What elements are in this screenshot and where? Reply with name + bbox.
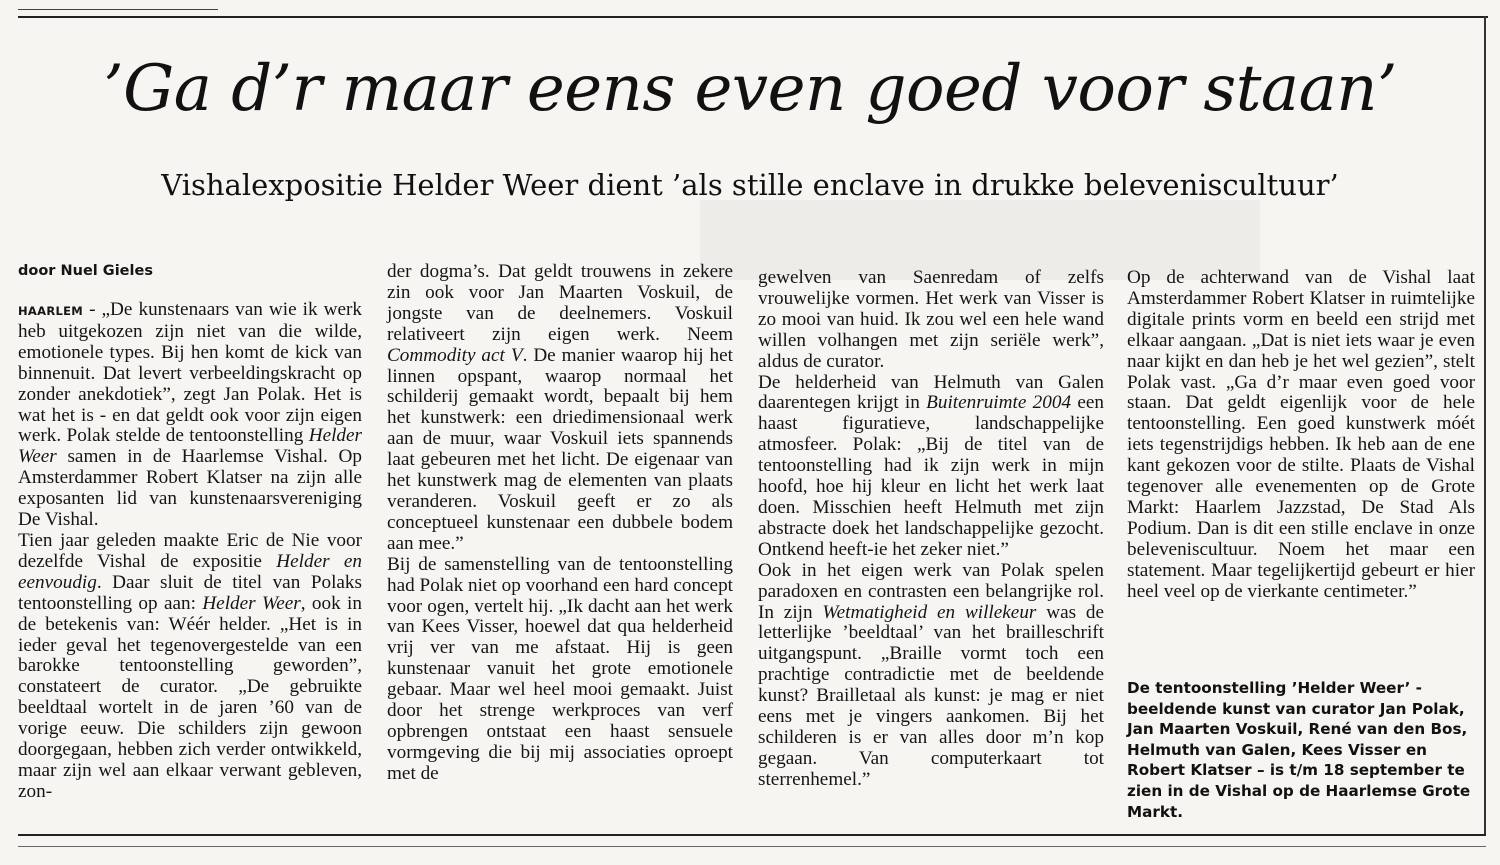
text-run: der dogma’s. Dat geldt trouwens in zekere zin ook voor Jan Maarten Voskuil, de jongste van de deelnemers. Voskuil relativeert zijn eigen werk. Neem <box>387 261 733 345</box>
subheadline: Vishalexpositie Helder Weer dient ’als stille enclave in drukke beleveniscultuur’ <box>161 168 1339 202</box>
top-rule <box>18 16 1488 18</box>
exhibition-info-box: De tentoonstelling ’Helder Weer’ - beeldende kunst van curator Jan Polak, Jan Maarten Voskuil, René van den Bos, Helmuth van Galen, Kees Visser en Robert Klatser – is t/m 18 september te zien in de Vishal op de Haarlemse Grote Markt. <box>1127 679 1471 821</box>
paragraph: gewelven van Saenredam of zelfs vrouwelijke vormen. Het werk van Visser is zo mooi van huid. Ik zou wel een hele wand willen volhangen met zijn seriële werk”, aldus de curator. <box>758 267 1104 372</box>
headline: ’Ga d’r maar eens even goed voor staan’ <box>103 52 1397 126</box>
text-run: . De manier waarop hij het linnen opspant, waarop normaal het schilderij gemaakt wordt, bepaalt bij hem het kunstwerk: een driedimensionaal werk aan de muur, waar Voskuil iets spannends laat gebeuren met het licht. De eigenaar van het kunstwerk mag de elementen van plaats veranderen. Voskuil geeft er zo als conceptueel kunstenaar een dubbele bodem aan mee.” <box>387 344 733 554</box>
byline: door Nuel Gieles <box>18 263 153 279</box>
text-run: Ook in het eigen werk van Polak spelen paradoxen en contrasten een belangrijke rol. In zijn <box>758 559 1104 623</box>
italic-title: Buitenruimte 2004 <box>926 392 1072 414</box>
paragraph <box>18 531 362 803</box>
text-run: was de letterlijke ’beeldtaal’ van het brailleschrift uitgangspunt. „Braille vormt toch een prachtige contradictie met de beeldende kunst? Brailletaal als kunst: je mag er niet eens met je vingers aankomen. Bij het schilderen is er van alles door m’n kop gegaan. Van computerkaart tot sterrenhemel.” <box>758 601 1104 790</box>
right-rule <box>1484 16 1486 836</box>
italic-title: Helder Weer <box>18 425 362 468</box>
text-run: samen in de Haarlemse Vishal. Op Amsterdammer Robert Klatser na zijn alle exposanten lid van kunstenaarsvereniging De Vishal. <box>18 446 362 531</box>
column-3 <box>758 268 1104 791</box>
paragraph: Op de achterwand van de Vishal laat Amsterdammer Robert Klatser in ruimtelijke digitale prints vorm en beeld een strijd met elkaar aangaan. „Dat is niet iets waar je even naar kijkt en dan heb je het wel gezien”, stelt Polak vast. „Ga d’r maar even goed voor staan. Dat geldt eigenlijk voor de hele tentoonstelling. Een goed kunstwerk móét iets tegenstrijdigs hebben. Ik heb aan de ene kant gekozen voor de stilte. Plaats de Vishal tegenover alle evenementen op de Grote Markt: Haarlem Jazzstad, De Stad Als Podium. Dan is dit een stille enclave in onze beleveniscultuur. Noem het maar een statement. Maar tegelijkertijd gebeurt er hier heel veel op de vierkante centimeter.” <box>1127 267 1475 602</box>
paragraph <box>387 262 733 555</box>
text-run: , ook in de betekenis van: Wéér helder. „Het is in ieder geval het tegenovergestelde van een barokke tentoonstelling geworden”, constateert de curator. „De gebruikte beeldtaal wortelt in de jaren ’60 van de vorige eeuw. Die schilders zijn gewoon doorgegaan, hebben zich verder ontwikkeld, maar zijn wel aan elkaar verwant gebleven, zon- <box>18 592 362 802</box>
text-run: - „De kunstenaars van wie ik werk heb uitgekozen zijn niet van die wilde, emotionele types. Bij hen komt de kick van binnenuit. Dat levert verbeeldingskracht op zonder anekdotiek”, zegt Jan Polak. Het is wat het is - en dat geldt ook voor zijn eigen werk. Polak stelde de tentoonstelling <box>18 299 362 447</box>
dateline: HAARLEM <box>18 304 84 318</box>
text-run: De helderheid van Helmuth van Galen daarentegen krijgt in <box>758 371 1104 414</box>
column-1 <box>18 262 362 803</box>
paragraph <box>758 561 1104 791</box>
italic-title: Helder en eenvoudig <box>18 550 362 593</box>
bottom-rule-thin <box>18 846 1486 847</box>
column-4 <box>1127 268 1475 603</box>
text-run: Tien jaar geleden maakte Eric de Nie voor dezelfde Vishal de expositie <box>18 529 362 572</box>
paragraph <box>18 300 362 531</box>
bottom-rule <box>18 834 1486 836</box>
paragraph <box>758 373 1104 561</box>
top-short-rule <box>18 9 218 10</box>
paragraph: Bij de samenstelling van de tentoonstelling had Polak niet op voorhand een hard concept voor ogen, vertelt hij. „Ik dacht aan het werk van Kees Visser, hoewel dat qua helderheid vrij ver van me afstaat. Hij is geen kunstenaar vanuit het grote emotionele gebaar. Maar wel heel mooi gemaakt. Juist door het strenge werkproces van verf opbrengen ontstaat een haast sensuele vormgeving die bij mij associaties oproept met de <box>387 553 733 784</box>
italic-title: Helder Weer <box>202 592 301 614</box>
text-run: . Daar sluit de titel van Polaks tentoonstelling op aan: <box>18 571 362 614</box>
text-run: een haast figuratieve, landschappelijke atmosfeer. Polak: „Bij de titel van de tentoonstelling had ik zijn werk in mijn hoofd, hoe hij kleur en licht het werk laat doen. Misschien heeft Helmuth met zijn abstracte doek het landschappelijke gezocht. Ontkend heeft-ie het zeker niet.” <box>758 392 1104 560</box>
italic-title: Commodity act V <box>387 344 523 366</box>
column-2 <box>387 262 733 785</box>
italic-title: Wetmatigheid en willekeur <box>822 601 1037 623</box>
